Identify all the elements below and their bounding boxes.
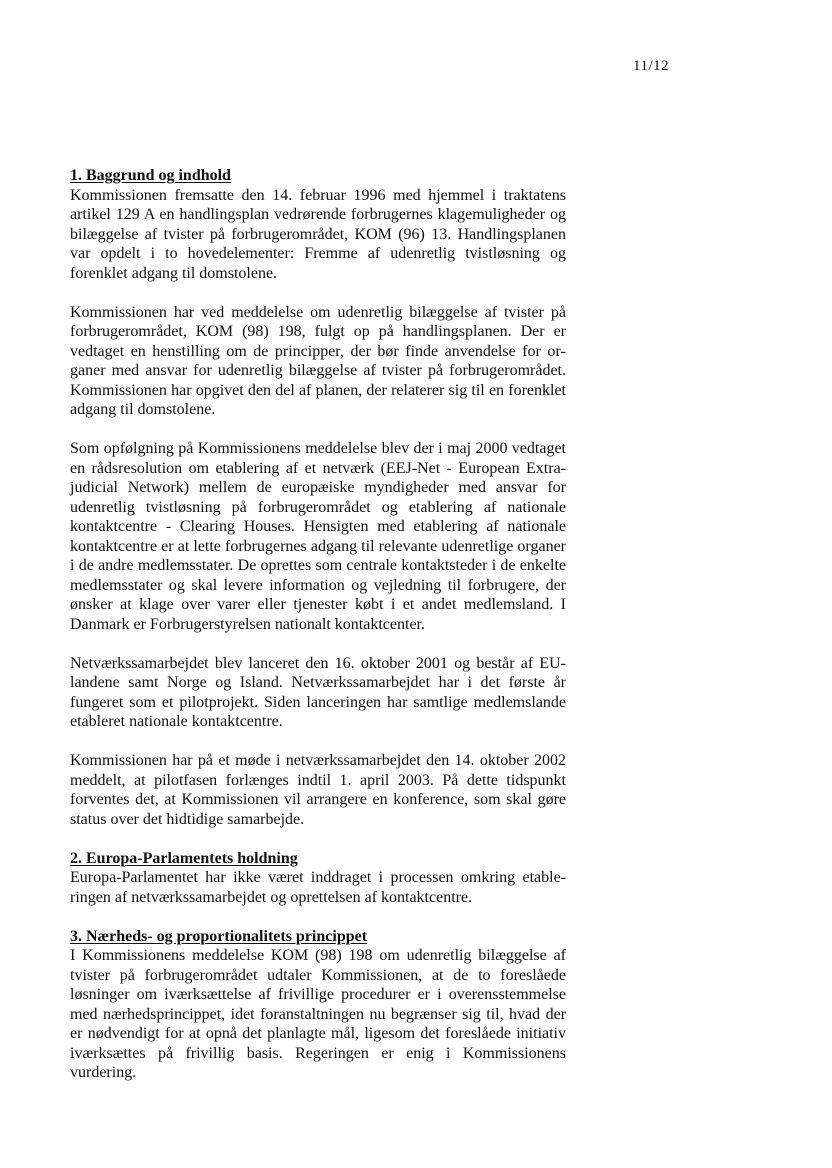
section-heading: 3. Nærheds- og proportionalitets princippet: [70, 927, 368, 945]
section-heading: 2. Europa-Parlamentets holdning: [70, 849, 298, 867]
paragraph: Kommissionen fremsatte den 14. februar 1996 med hjemmel i traktatens artikel 129 A en handlingsplan vedrørende forbrugernes klagemuligheder og bilæggelse af tvister på forbrugerområdet, KOM (96) 13. Handlingsplanen var opdelt i to hovedelementer: Fremme af udenretlig tvistløsning og forenklet adgang til domstolene.: [70, 186, 566, 282]
paragraph: Som opfølgning på Kommissionens meddelelse blev der i maj 2000 vedtaget en rådsresolution om etablering af et netværk (EEJ-Net - European Extra-judicial Network) mellem de europæiske myndigheder med ansvar for udenretlig tvistløsning på forbrugerområdet og etablering af nationale kontaktcentre - Clearing Houses. Hensigten med etablering af nationale kontaktcentre er at lette forbrugernes adgang til relevante udenretlige organer i de andre medlemsstater. De oprettes som centrale kontaktsteder i de enkelte medlemsstater og skal levere information og vejledning til forbrugere, der ønsker at klage over varer eller tjenester købt i et andet medlemsland. I Danmark er Forbrugerstyrelsen nationalt kontaktcenter.: [70, 440, 566, 633]
document-body: [70, 166, 566, 1102]
paragraph: Europa-Parlamentet har ikke været inddraget i processen omkring etableringen af netværkssamarbejdet og oprettelsen af kontaktcentre.: [70, 869, 566, 906]
section-subsidiarity: [70, 927, 566, 1083]
section-heading: 1. Baggrund og indhold: [70, 167, 231, 184]
paragraph: Kommissionen har ved meddelelse om udenretlig bilæggelse af tvister på forbrugerområdet, KOM (98) 198, fulgt op på handlingsplanen. Der er vedtaget en henstilling om de principper, der bør finde anvendelse for organer med ansvar for udenretlig bilæggelse af tvister på forbrugerområdet. Kommissionen har opgivet den del af planen, der relaterer sig til en forenklet adgang til domstolene.: [70, 303, 566, 418]
paragraph: Netværkssamarbejdet blev lanceret den 16. oktober 2001 og består af EU-landene samt Norge og Island. Netværkssamarbejdet har i det første år fungeret som et pilotprojekt. Siden lanceringen har samtlige medlemslande etableret nationale kontaktcentre.: [70, 654, 566, 730]
paragraph: I Kommissionens meddelelse KOM (98) 198 om udenretlig bilæggelse af tvister på forbrugerområdet udtaler Kommissionen, at de to foreslåede løsninger om iværksættelse af frivillige procedurer er i overensstemmelse med nærhedsprincippet, idet foranstaltningen nu begrænser sig til, hvad der er nødvendigt for at opnå det planlagte mål, ligesom det foreslåede initiativ iværksættes på frivillig basis. Regeringen er enig i Kommissionens vurdering.: [70, 947, 566, 1081]
section-background: [70, 166, 566, 829]
paragraph: Kommissionen har på et møde i netværkssamarbejdet den 14. oktober 2002 meddelt, at pilotfasen forlænges indtil 1. april 2003. På dette tidspunkt forventes det, at Kommissionen vil arrangere en konference, som skal gøre status over det hidtidige samarbejde.: [70, 752, 566, 828]
page-number: 11/12: [633, 58, 670, 74]
section-parliament: [70, 849, 566, 908]
